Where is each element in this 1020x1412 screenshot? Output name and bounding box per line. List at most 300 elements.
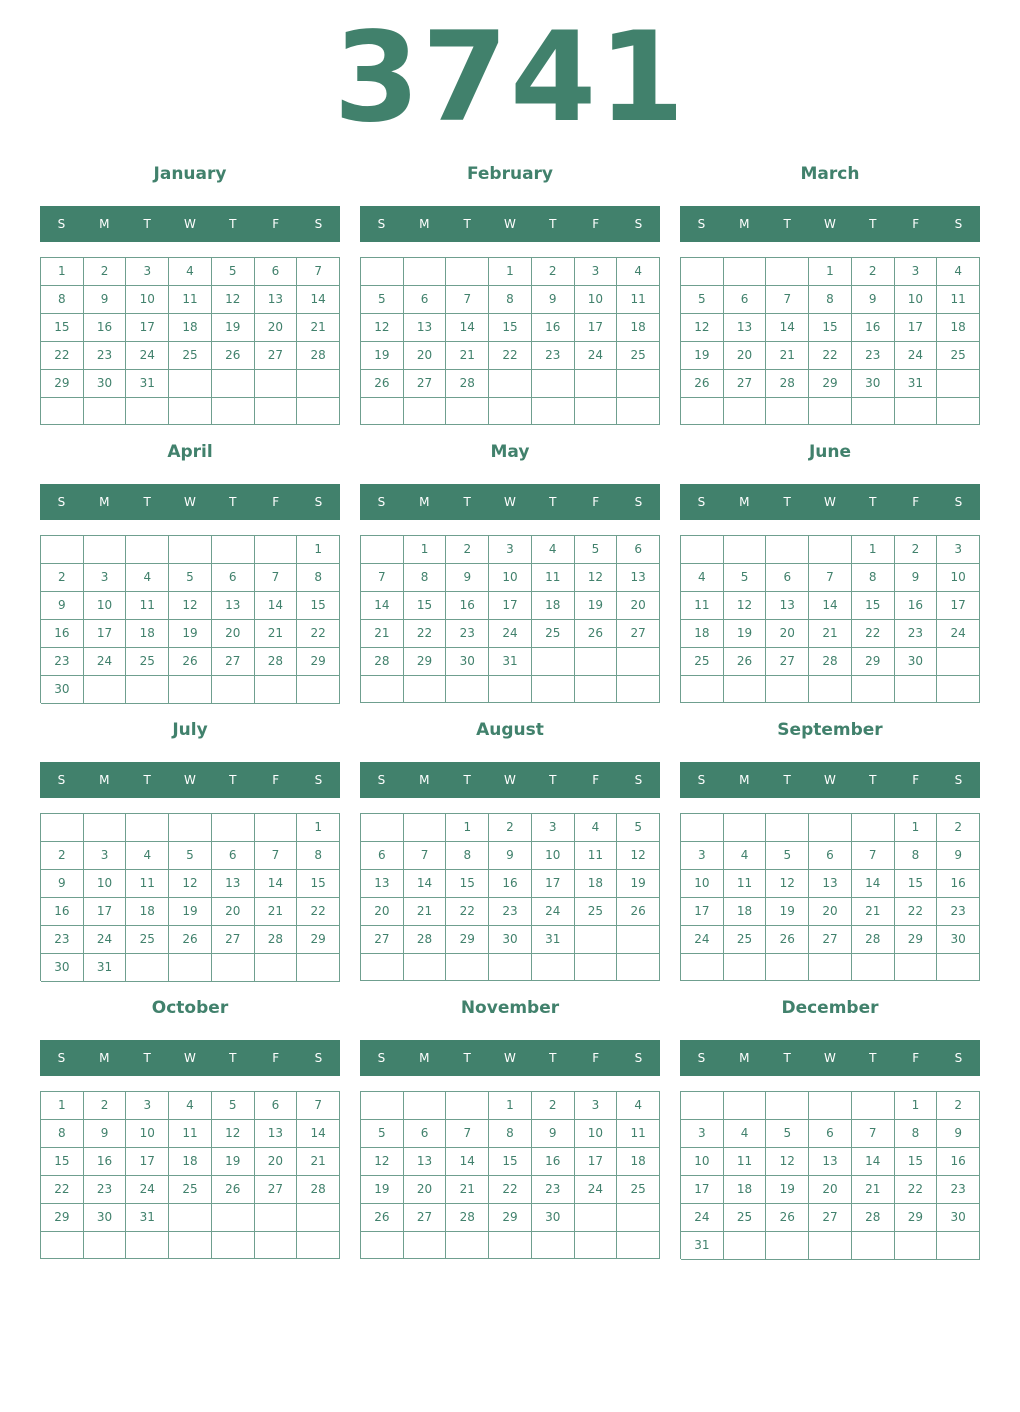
weekday-label: T: [869, 217, 877, 231]
day-cell: 25: [724, 926, 767, 954]
day-cell: 28: [297, 1176, 340, 1204]
day-cell: 30: [937, 926, 980, 954]
day-cell: 23: [937, 1176, 980, 1204]
day-cell: 4: [169, 1092, 212, 1120]
day-cell: 13: [212, 592, 255, 620]
day-cell: 22: [489, 342, 532, 370]
day-cell: 9: [532, 286, 575, 314]
day-cell: 17: [489, 592, 532, 620]
day-cell: 1: [852, 536, 895, 564]
empty-cell: [126, 676, 169, 704]
empty-cell: [809, 954, 852, 981]
empty-cell: [489, 398, 532, 425]
day-cell: 17: [532, 870, 575, 898]
day-cell: 19: [766, 1176, 809, 1204]
day-cell: 7: [852, 1120, 895, 1148]
day-cell: 27: [617, 620, 660, 648]
day-cell: 18: [617, 1148, 660, 1176]
day-cell: 8: [41, 286, 84, 314]
weekday-label: F: [592, 773, 600, 787]
day-cell: 23: [446, 620, 489, 648]
empty-cell: [937, 954, 980, 981]
empty-cell: [681, 1092, 724, 1120]
weekday-label: T: [143, 773, 151, 787]
day-cell: 4: [937, 258, 980, 286]
day-cell: 30: [41, 954, 84, 982]
day-cell: 8: [297, 842, 340, 870]
empty-cell: [766, 814, 809, 842]
weekday-label: F: [592, 495, 600, 509]
day-cell: 15: [404, 592, 447, 620]
empty-cell: [681, 954, 724, 981]
day-cell: 19: [361, 342, 404, 370]
month-name: August: [476, 720, 544, 740]
empty-cell: [575, 926, 618, 954]
day-cell: 27: [766, 648, 809, 676]
day-cell: 18: [532, 592, 575, 620]
empty-cell: [489, 1232, 532, 1259]
day-cell: 23: [489, 898, 532, 926]
day-cell: 20: [255, 1148, 298, 1176]
empty-cell: [404, 258, 447, 286]
day-cell: 7: [255, 842, 298, 870]
day-cell: 15: [809, 314, 852, 342]
day-cell: 13: [255, 286, 298, 314]
day-cell: 25: [532, 620, 575, 648]
day-cell: 12: [617, 842, 660, 870]
day-cell: 26: [361, 370, 404, 398]
day-cell: 16: [446, 592, 489, 620]
day-cell: 24: [84, 648, 127, 676]
day-cell: 12: [169, 592, 212, 620]
weekday-label: T: [143, 495, 151, 509]
day-cell: 22: [41, 1176, 84, 1204]
empty-cell: [852, 1232, 895, 1260]
day-cell: 27: [212, 648, 255, 676]
weekday-header: [40, 206, 340, 242]
month-name: October: [151, 998, 229, 1018]
day-cell: 5: [169, 564, 212, 592]
day-cell: 17: [895, 314, 938, 342]
empty-cell: [809, 814, 852, 842]
empty-cell: [446, 258, 489, 286]
day-cell: 22: [297, 898, 340, 926]
day-cell: 16: [532, 314, 575, 342]
day-cell: 29: [404, 648, 447, 676]
empty-cell: [84, 1232, 127, 1259]
day-cell: 16: [84, 314, 127, 342]
day-cell: 1: [41, 258, 84, 286]
day-grid: [40, 813, 340, 981]
day-cell: 25: [617, 342, 660, 370]
day-cell: 3: [895, 258, 938, 286]
empty-cell: [126, 1232, 169, 1259]
day-cell: 6: [404, 286, 447, 314]
day-cell: 15: [41, 314, 84, 342]
day-cell: 4: [724, 1120, 767, 1148]
day-cell: 12: [361, 1148, 404, 1176]
empty-cell: [361, 676, 404, 703]
weekday-label: T: [783, 495, 791, 509]
day-cell: 11: [724, 1148, 767, 1176]
day-cell: 11: [937, 286, 980, 314]
day-cell: 14: [446, 1148, 489, 1176]
day-cell: 4: [575, 814, 618, 842]
weekday-label: W: [504, 217, 516, 231]
empty-cell: [404, 398, 447, 425]
day-cell: 19: [766, 898, 809, 926]
day-cell: 27: [809, 926, 852, 954]
day-cell: 27: [255, 342, 298, 370]
day-grid: [680, 1091, 980, 1259]
day-cell: 11: [617, 1120, 660, 1148]
empty-cell: [575, 398, 618, 425]
day-cell: 13: [809, 1148, 852, 1176]
empty-cell: [724, 1092, 767, 1120]
day-cell: 6: [724, 286, 767, 314]
weekday-label: T: [463, 495, 471, 509]
day-cell: 18: [724, 1176, 767, 1204]
day-cell: 6: [404, 1120, 447, 1148]
day-cell: 3: [575, 1092, 618, 1120]
month-name: November: [460, 998, 560, 1018]
day-cell: 12: [212, 286, 255, 314]
day-cell: 5: [212, 1092, 255, 1120]
weekday-label: S: [377, 1051, 386, 1065]
day-cell: 19: [212, 1148, 255, 1176]
empty-cell: [212, 398, 255, 425]
day-cell: 23: [895, 620, 938, 648]
empty-cell: [84, 536, 127, 564]
day-cell: 26: [169, 648, 212, 676]
day-cell: 12: [724, 592, 767, 620]
day-cell: 12: [766, 1148, 809, 1176]
day-cell: 14: [404, 870, 447, 898]
day-cell: 10: [681, 870, 724, 898]
day-cell: 31: [126, 370, 169, 398]
day-cell: 9: [41, 592, 84, 620]
day-cell: 8: [41, 1120, 84, 1148]
day-cell: 14: [852, 870, 895, 898]
day-grid: [360, 535, 660, 703]
day-cell: 15: [895, 1148, 938, 1176]
day-cell: 18: [169, 1148, 212, 1176]
day-cell: 13: [404, 1148, 447, 1176]
day-cell: 15: [297, 592, 340, 620]
day-cell: 5: [724, 564, 767, 592]
weekday-label: T: [229, 495, 237, 509]
day-cell: 15: [852, 592, 895, 620]
day-cell: 30: [41, 676, 84, 704]
day-cell: 8: [895, 1120, 938, 1148]
day-cell: 14: [255, 592, 298, 620]
day-cell: 29: [446, 926, 489, 954]
empty-cell: [681, 676, 724, 703]
empty-cell: [297, 954, 340, 982]
empty-cell: [212, 954, 255, 982]
weekday-label: F: [272, 495, 280, 509]
weekday-label: S: [57, 495, 66, 509]
day-cell: 9: [937, 842, 980, 870]
day-cell: 30: [446, 648, 489, 676]
day-cell: 10: [895, 286, 938, 314]
month-name: April: [167, 442, 213, 462]
day-cell: 4: [169, 258, 212, 286]
day-cell: 2: [446, 536, 489, 564]
weekday-label: T: [549, 217, 557, 231]
empty-cell: [489, 370, 532, 398]
day-cell: 1: [895, 814, 938, 842]
day-cell: 16: [937, 1148, 980, 1176]
day-cell: 24: [126, 342, 169, 370]
day-cell: 8: [489, 1120, 532, 1148]
empty-cell: [84, 676, 127, 704]
day-cell: 18: [724, 898, 767, 926]
day-cell: 14: [809, 592, 852, 620]
empty-cell: [766, 954, 809, 981]
empty-cell: [809, 1232, 852, 1260]
day-cell: 31: [126, 1204, 169, 1232]
day-cell: 9: [84, 286, 127, 314]
empty-cell: [724, 954, 767, 981]
day-cell: 6: [212, 564, 255, 592]
day-cell: 25: [575, 898, 618, 926]
empty-cell: [212, 814, 255, 842]
weekday-label: F: [272, 773, 280, 787]
empty-cell: [41, 536, 84, 564]
day-cell: 31: [895, 370, 938, 398]
weekday-header: [360, 762, 660, 798]
day-cell: 3: [937, 536, 980, 564]
day-cell: 16: [489, 870, 532, 898]
empty-cell: [681, 536, 724, 564]
empty-cell: [532, 370, 575, 398]
day-cell: 7: [297, 1092, 340, 1120]
day-cell: 15: [41, 1148, 84, 1176]
day-cell: 13: [212, 870, 255, 898]
empty-cell: [169, 1232, 212, 1259]
weekday-label: M: [739, 495, 750, 509]
weekday-label: W: [504, 773, 516, 787]
day-cell: 10: [84, 592, 127, 620]
day-cell: 29: [809, 370, 852, 398]
day-cell: 23: [41, 926, 84, 954]
day-cell: 3: [84, 842, 127, 870]
month-name: December: [781, 998, 879, 1018]
weekday-label: T: [229, 217, 237, 231]
empty-cell: [809, 676, 852, 703]
weekday-label: T: [229, 1051, 237, 1065]
day-cell: 3: [532, 814, 575, 842]
day-cell: 22: [895, 1176, 938, 1204]
day-cell: 22: [297, 620, 340, 648]
day-cell: 23: [84, 342, 127, 370]
day-cell: 6: [809, 1120, 852, 1148]
day-cell: 1: [404, 536, 447, 564]
day-cell: 10: [84, 870, 127, 898]
day-cell: 14: [766, 314, 809, 342]
empty-cell: [617, 676, 660, 703]
day-cell: 28: [446, 370, 489, 398]
empty-cell: [937, 370, 980, 398]
empty-cell: [895, 398, 938, 425]
day-cell: 21: [446, 342, 489, 370]
weekday-label: T: [549, 773, 557, 787]
day-cell: 23: [41, 648, 84, 676]
empty-cell: [212, 370, 255, 398]
weekday-label: S: [377, 495, 386, 509]
weekday-label: T: [549, 1051, 557, 1065]
weekday-label: T: [143, 217, 151, 231]
empty-cell: [937, 1232, 980, 1260]
empty-cell: [852, 814, 895, 842]
weekday-label: T: [229, 773, 237, 787]
day-cell: 14: [297, 1120, 340, 1148]
day-cell: 19: [681, 342, 724, 370]
empty-cell: [617, 1232, 660, 1259]
day-cell: 6: [255, 258, 298, 286]
weekday-header: [680, 484, 980, 520]
day-cell: 2: [895, 536, 938, 564]
day-cell: 16: [852, 314, 895, 342]
empty-cell: [446, 954, 489, 981]
empty-cell: [255, 370, 298, 398]
empty-cell: [766, 398, 809, 425]
empty-cell: [169, 814, 212, 842]
day-grid: [40, 257, 340, 425]
day-cell: 25: [169, 1176, 212, 1204]
weekday-label: W: [504, 495, 516, 509]
month-name: March: [800, 164, 860, 184]
day-cell: 21: [852, 898, 895, 926]
empty-cell: [852, 676, 895, 703]
day-grid: [360, 813, 660, 981]
day-cell: 20: [212, 620, 255, 648]
empty-cell: [169, 954, 212, 982]
day-cell: 17: [681, 898, 724, 926]
day-cell: 14: [446, 314, 489, 342]
day-cell: 28: [766, 370, 809, 398]
day-cell: 18: [126, 898, 169, 926]
day-cell: 24: [895, 342, 938, 370]
weekday-label: S: [634, 773, 643, 787]
day-cell: 24: [575, 342, 618, 370]
day-cell: 8: [489, 286, 532, 314]
day-cell: 4: [617, 258, 660, 286]
day-cell: 25: [617, 1176, 660, 1204]
weekday-header: [40, 484, 340, 520]
weekday-header: [40, 762, 340, 798]
weekday-label: M: [99, 495, 110, 509]
weekday-header: [360, 484, 660, 520]
weekday-header: [680, 206, 980, 242]
empty-cell: [575, 676, 618, 703]
day-cell: 22: [852, 620, 895, 648]
empty-cell: [255, 676, 298, 704]
day-cell: 9: [489, 842, 532, 870]
weekday-header: [360, 206, 660, 242]
day-cell: 12: [212, 1120, 255, 1148]
day-cell: 8: [809, 286, 852, 314]
empty-cell: [297, 398, 340, 425]
day-cell: 8: [895, 842, 938, 870]
day-cell: 30: [532, 1204, 575, 1232]
day-cell: 26: [575, 620, 618, 648]
day-cell: 9: [41, 870, 84, 898]
empty-cell: [297, 1232, 340, 1259]
day-cell: 3: [84, 564, 127, 592]
month-name: February: [466, 164, 554, 184]
day-cell: 24: [126, 1176, 169, 1204]
day-cell: 7: [809, 564, 852, 592]
weekday-label: S: [377, 773, 386, 787]
weekday-label: M: [739, 1051, 750, 1065]
day-grid: [40, 1091, 340, 1259]
day-cell: 25: [126, 926, 169, 954]
empty-cell: [489, 954, 532, 981]
empty-cell: [575, 370, 618, 398]
day-cell: 24: [84, 926, 127, 954]
empty-cell: [126, 954, 169, 982]
day-cell: 4: [617, 1092, 660, 1120]
day-cell: 26: [212, 342, 255, 370]
day-cell: 13: [766, 592, 809, 620]
day-cell: 9: [852, 286, 895, 314]
weekday-label: S: [634, 495, 643, 509]
day-cell: 2: [489, 814, 532, 842]
weekday-label: S: [697, 495, 706, 509]
day-cell: 25: [169, 342, 212, 370]
day-cell: 15: [446, 870, 489, 898]
empty-cell: [404, 954, 447, 981]
day-cell: 27: [404, 1204, 447, 1232]
day-cell: 4: [126, 842, 169, 870]
day-cell: 23: [937, 898, 980, 926]
empty-cell: [617, 370, 660, 398]
day-cell: 13: [361, 870, 404, 898]
weekday-header: [680, 762, 980, 798]
empty-cell: [895, 676, 938, 703]
day-cell: 19: [724, 620, 767, 648]
year-title: 3741: [333, 6, 687, 150]
day-cell: 7: [446, 1120, 489, 1148]
day-cell: 5: [169, 842, 212, 870]
empty-cell: [126, 536, 169, 564]
day-cell: 30: [895, 648, 938, 676]
empty-cell: [212, 1204, 255, 1232]
weekday-label: W: [184, 495, 196, 509]
weekday-label: S: [697, 217, 706, 231]
day-cell: 14: [297, 286, 340, 314]
empty-cell: [575, 1232, 618, 1259]
empty-cell: [361, 258, 404, 286]
empty-cell: [724, 1232, 767, 1260]
weekday-label: W: [184, 1051, 196, 1065]
day-cell: 30: [84, 1204, 127, 1232]
empty-cell: [575, 954, 618, 981]
weekday-label: S: [57, 773, 66, 787]
day-cell: 28: [255, 648, 298, 676]
empty-cell: [681, 258, 724, 286]
day-cell: 28: [255, 926, 298, 954]
day-cell: 29: [297, 648, 340, 676]
weekday-label: M: [99, 1051, 110, 1065]
day-grid: [680, 257, 980, 425]
day-cell: 1: [297, 536, 340, 564]
day-cell: 12: [361, 314, 404, 342]
day-cell: 25: [681, 648, 724, 676]
weekday-label: F: [912, 1051, 920, 1065]
